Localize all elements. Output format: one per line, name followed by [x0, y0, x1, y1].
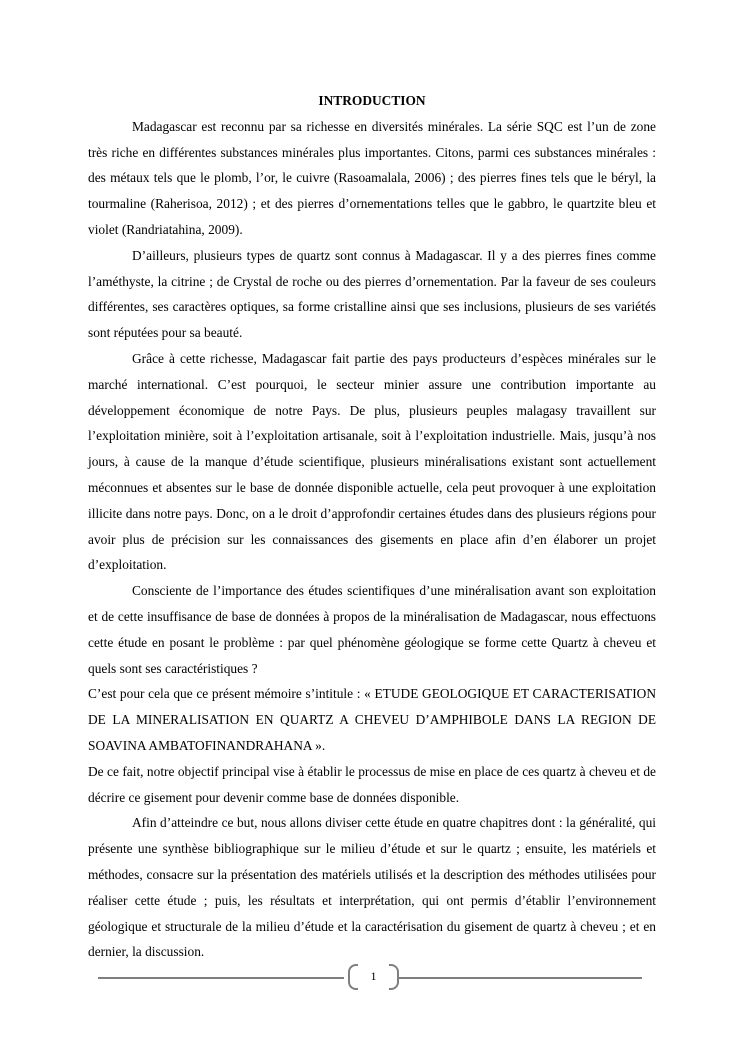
- page-number: 1: [370, 969, 377, 983]
- paragraph-plan: Afin d’atteindre ce but, nous allons diviser cette étude en quatre chapitres dont : la généralité, qui présente une synthèse bibliographique sur le milieu d’étude et sur le quartz ; ensuite, les matériels et méthodes, consacre sur la présentation des matériels utilisés et la description des méthodes utilisées pour réaliser cette étude ; puis, les résultats et interprétation, qui ont permis d’établir l’environnement géologique et structurale de la milieu d’étude et la caractérisation du gisement de quartz à cheveu ; et en dernier, la discussion.: [88, 815, 656, 960]
- page-footer: [98, 964, 642, 990]
- paragraph-mining-sector: Grâce à cette richesse, Madagascar fait partie des pays producteurs d’espèces minérales sur le marché international. C’est pourquoi, le secteur minier assure une contribution importante au développement économique de notre Pays. De plus, plusieurs peuples malagasy travaillent sur l’exploitation minière, soit à l’exploitation artisanale, soit à l’exploitation industrielle. Mais, jusqu’à nos jours, à cause de la manque d’étude scientifique, plusieurs minéralisations existant sont actuellement méconnues et absentes sur le base de donnée disponible actuelle, cela peut provoquer à une exploitation illicite dans notre pays. Donc, on a le droit d’approfondir certaines études dans des plusieurs régions pour avoir plus de précision sur les connaissances des gisements en place afin d’en élaborer un projet d’exploitation.: [88, 350, 656, 573]
- paragraph-memoir-title: C’est pour cela que ce présent mémoire s’intitule : « ETUDE GEOLOGIQUE ET CARACTERISATION DE LA MINERALISATION EN QUARTZ A CHEVEU D’AMPHIBOLE DANS LA REGION DE SOAVINA AMBATOFINANDRAHANA ».: [88, 686, 656, 753]
- paragraph-quartz-types: D’ailleurs, plusieurs types de quartz sont connus à Madagascar. Il y a des pierres fines comme l’améthyste, la citrine ; de Crystal de roche ou des pierres d’ornementation. Par la faveur de ses couleurs différentes, ses caractères optiques, sa forme cristalline ainsi que ses inclusions, plusieurs de ses variétés sont réputées pour sa beauté.: [88, 247, 656, 341]
- footer-bracket-open: [348, 964, 358, 990]
- paragraph-intro: Madagascar est reconnu par sa richesse en diversités minérales. La série SQC est l’un de zone très riche en différentes substances minérales plus importantes. Citons, parmi ces substances minérales : des métaux tels que le plomb, l’or, le cuivre (Rasoamalala, 2006) ; des pierres fines tels que le béryl, la tourmaline (Raherisoa, 2012) ; et des pierres d’ornementations telles que le gabbro, le quartzite bleu et violet (Randriatahina, 2009).: [88, 118, 656, 237]
- page-title: INTRODUCTION: [318, 93, 426, 108]
- document-body: [88, 88, 656, 965]
- footer-rule-left: [98, 977, 344, 979]
- paragraph-objective: De ce fait, notre objectif principal vise à établir le processus de mise en place de ces quartz à cheveu et de décrire ce gisement pour devenir comme base de données disponible.: [88, 763, 656, 805]
- paragraph-problem-statement: Consciente de l’importance des études scientifiques d’une minéralisation avant son exploitation et de cette insuffisance de base de données à propos de la minéralisation de Madagascar, nous effectuons cette étude en posant le problème : par quel phénomène géologique se forme cette Quartz à cheveu et quels sont ses caractéristiques ?: [88, 583, 656, 676]
- footer-rule-right: [398, 977, 642, 979]
